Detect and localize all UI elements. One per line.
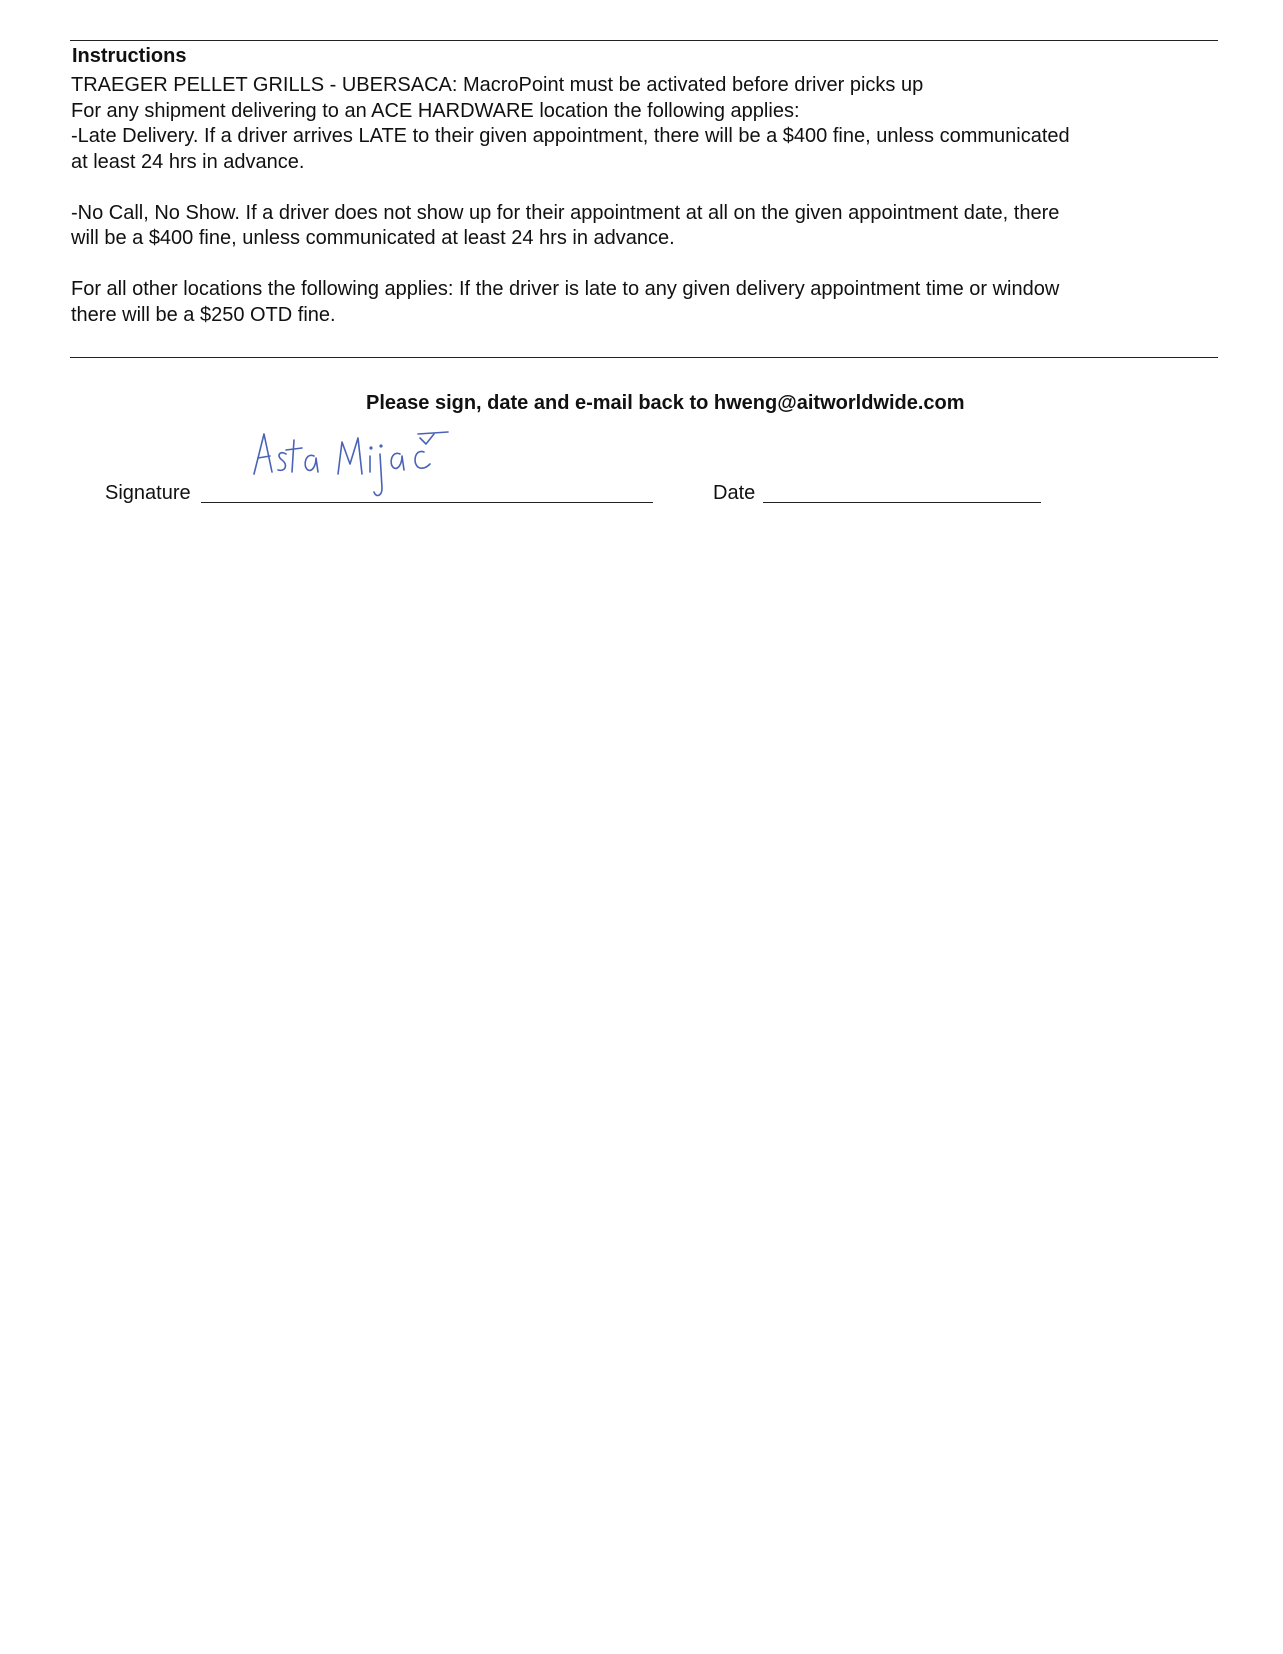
date-line[interactable] xyxy=(763,502,1041,503)
handwritten-signature xyxy=(252,430,452,502)
signature-label: Signature xyxy=(105,482,191,504)
return-email[interactable]: hweng@aitworldwide.com xyxy=(713,392,965,414)
bottom-divider xyxy=(70,357,1218,358)
instructions-body xyxy=(71,73,1211,328)
top-divider xyxy=(70,40,1218,41)
instruction-line-other-locations: For all other locations the following applies: If the driver is late to any given delivery appointment time or window xyxy=(71,278,1060,300)
instruction-line-late-delivery-cont: at least 24 hrs in advance. xyxy=(71,150,305,173)
paragraph-gap xyxy=(71,252,1211,278)
paragraph-gap xyxy=(71,175,1211,201)
instruction-line-no-show: -No Call, No Show. If a driver does not show up for their appointment at all on the given appointment date, there xyxy=(71,201,1060,224)
return-instructions-text: Please sign, date and e-mail back to xyxy=(366,392,709,414)
instruction-line-other-locations-cont: there will be a $250 OTD fine. xyxy=(71,303,336,326)
return-instructions xyxy=(366,391,965,415)
instructions-heading: Instructions xyxy=(72,45,187,67)
instruction-line-ace-intro: For any shipment delivering to an ACE HARDWARE location the following applies: xyxy=(71,99,800,122)
instruction-line-late-delivery: -Late Delivery. If a driver arrives LATE to their given appointment, there will be a $400 fine, unless communicated xyxy=(71,125,1070,147)
date-label: Date xyxy=(713,482,756,504)
signature-line[interactable] xyxy=(201,502,653,503)
instruction-line-no-show-cont: will be a $400 fine, unless communicated at least 24 hrs in advance. xyxy=(71,227,675,249)
instruction-line-macropoint: TRAEGER PELLET GRILLS - UBERSACA: MacroPoint must be activated before driver picks up xyxy=(71,74,924,96)
